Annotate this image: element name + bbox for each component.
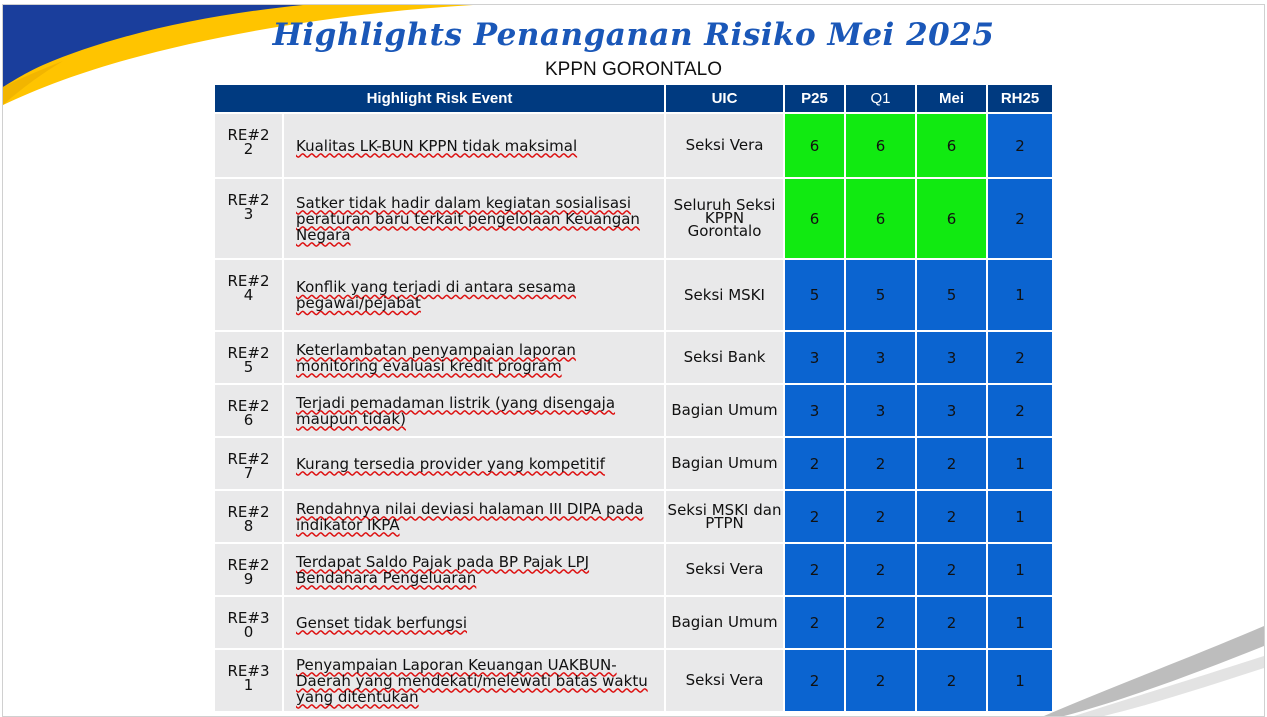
page-subtitle: KPPN GORONTALO (544, 59, 722, 80)
score-p25-value: 2 (809, 560, 820, 579)
score-mei-cell (917, 114, 986, 177)
score-mei-cell (917, 179, 986, 258)
risk-event-text: Keterlambatan penyampaian laporan monitoring evaluasi kredit program (296, 340, 576, 375)
score-q1-cell (846, 179, 915, 258)
score-mei-cell (917, 597, 986, 648)
risk-code-number: 3 (243, 205, 254, 223)
score-rh25-cell (988, 179, 1052, 258)
uic-text: Seksi Vera (685, 560, 764, 578)
score-rh25-value: 1 (1015, 507, 1025, 526)
risk-code-cell (215, 650, 282, 711)
uic-cell (666, 385, 783, 436)
score-p25-cell (785, 385, 844, 436)
risk-code-prefix: RE#2 (227, 450, 270, 468)
risk-code-prefix: RE#2 (227, 126, 270, 144)
score-rh25-value: 1 (1015, 454, 1025, 473)
risk-event-cell (284, 179, 664, 258)
uic-text: Seksi MSKI (684, 285, 765, 304)
score-rh25-cell (988, 491, 1052, 542)
uic-cell (666, 597, 783, 648)
score-p25-value: 2 (809, 671, 820, 690)
score-mei-value: 2 (946, 560, 957, 579)
table-header-row (215, 85, 1052, 112)
risk-event-cell (284, 544, 664, 595)
risk-event-text: Kualitas LK-BUN KPPN tidak maksimal (296, 136, 578, 155)
table-row (215, 332, 1052, 383)
score-mei-value: 2 (946, 671, 957, 690)
risk-event-cell (284, 438, 664, 489)
score-p25-value: 3 (809, 401, 820, 420)
score-p25-value: 3 (809, 348, 820, 367)
slide (2, 4, 1265, 717)
score-rh25-value: 2 (1015, 401, 1025, 420)
risk-event-text: Satker tidak hadir dalam kegiatan sosialisasi peraturan baru terkait pengelolaan Keuangan Negara (296, 193, 640, 244)
risk-event-cell (284, 385, 664, 436)
score-rh25-cell (988, 114, 1052, 177)
score-p25-cell (785, 491, 844, 542)
risk-code-number: 9 (243, 570, 254, 588)
score-rh25-cell (988, 385, 1052, 436)
score-rh25-value: 1 (1015, 560, 1025, 579)
score-p25-value: 6 (809, 136, 820, 155)
table-row (215, 179, 1052, 258)
score-mei-cell (917, 260, 986, 330)
score-q1-cell (846, 114, 915, 177)
header-event: Highlight Risk Event (215, 85, 664, 112)
risk-code-prefix: RE#2 (227, 556, 270, 574)
score-q1-cell (846, 491, 915, 542)
risk-code-number: 2 (243, 140, 254, 158)
table-row (215, 438, 1052, 489)
uic-cell (666, 544, 783, 595)
header-mei: Mei (917, 85, 986, 112)
score-p25-cell (785, 114, 844, 177)
score-rh25-value: 1 (1015, 286, 1025, 304)
score-rh25-value: 1 (1015, 613, 1025, 632)
risk-code-prefix: RE#2 (227, 503, 270, 521)
score-mei-cell (917, 650, 986, 711)
score-mei-value: 2 (946, 454, 957, 473)
score-rh25-cell (988, 597, 1052, 648)
score-q1-cell (846, 385, 915, 436)
risk-event-cell (284, 332, 664, 383)
header-uic: UIC (666, 85, 783, 112)
score-mei-cell (917, 544, 986, 595)
risk-event-text: Genset tidak berfungsi (296, 613, 467, 632)
risk-code-cell (215, 114, 282, 177)
uic-cell (666, 114, 783, 177)
uic-cell (666, 179, 783, 258)
score-p25-cell (785, 179, 844, 258)
risk-code-number: 6 (243, 411, 254, 429)
risk-code-number: 7 (243, 464, 254, 482)
risk-code-number: 1 (243, 676, 254, 694)
score-p25-value: 6 (809, 209, 820, 228)
uic-text: Bagian Umum (671, 401, 778, 419)
table-row (215, 491, 1052, 542)
score-mei-value: 3 (946, 401, 957, 420)
score-mei-value: 3 (946, 348, 957, 367)
risk-code-cell (215, 332, 282, 383)
uic-text: Seksi Bank (683, 348, 766, 366)
score-p25-value: 5 (809, 286, 820, 304)
score-mei-cell (917, 438, 986, 489)
score-rh25-cell (988, 650, 1052, 711)
score-q1-cell (846, 260, 915, 330)
risk-event-cell (284, 491, 664, 542)
header-p25: P25 (785, 85, 844, 112)
risk-code-cell (215, 385, 282, 436)
risk-code-cell (215, 438, 282, 489)
risk-code-cell (215, 597, 282, 648)
uic-cell (666, 491, 783, 542)
score-q1-value: 5 (875, 286, 886, 304)
score-mei-cell (917, 385, 986, 436)
score-p25-value: 2 (809, 613, 820, 632)
risk-event-text: Penyampaian Laporan Keuangan UAKBUN-Daerah yang mendekati/melewati batas waktu yang ditentukan (296, 655, 648, 706)
table-row (215, 114, 1052, 177)
uic-cell (666, 650, 783, 711)
uic-cell (666, 332, 783, 383)
score-mei-value: 6 (946, 136, 957, 155)
risk-code-prefix: RE#3 (227, 609, 270, 627)
score-q1-value: 2 (875, 613, 886, 632)
risk-code-prefix: RE#2 (227, 191, 270, 209)
risk-code-cell (215, 179, 282, 258)
score-q1-cell (846, 650, 915, 711)
score-p25-cell (785, 260, 844, 330)
score-rh25-value: 2 (1015, 348, 1025, 367)
score-q1-cell (846, 597, 915, 648)
page-title: Highlights Penanganan Risiko Mei 2025 (272, 17, 995, 53)
score-mei-cell (917, 332, 986, 383)
score-q1-value: 3 (875, 348, 886, 367)
risk-code-number: 4 (243, 286, 254, 304)
score-p25-cell (785, 544, 844, 595)
score-mei-cell (917, 491, 986, 542)
score-mei-value: 5 (946, 286, 957, 304)
score-rh25-cell (988, 260, 1052, 330)
score-rh25-cell (988, 438, 1052, 489)
risk-event-cell (284, 597, 664, 648)
score-q1-value: 6 (875, 209, 886, 228)
score-mei-value: 6 (946, 209, 957, 228)
score-q1-cell (846, 438, 915, 489)
score-q1-value: 2 (875, 671, 886, 690)
score-p25-cell (785, 650, 844, 711)
uic-text: Seluruh Seksi KPPN Gorontalo (673, 196, 776, 240)
uic-text: Seksi MSKI dan PTPN (667, 500, 782, 532)
score-rh25-cell (988, 544, 1052, 595)
risk-code-prefix: RE#2 (227, 344, 270, 362)
risk-code-cell (215, 260, 282, 330)
risk-code-cell (215, 491, 282, 542)
risk-code-prefix: RE#2 (227, 272, 270, 290)
score-rh25-value: 2 (1015, 209, 1025, 228)
risk-event-cell (284, 650, 664, 711)
uic-text: Seksi Vera (685, 671, 764, 689)
score-q1-value: 3 (875, 401, 886, 420)
score-q1-cell (846, 332, 915, 383)
table-row (215, 650, 1052, 711)
score-mei-value: 2 (946, 507, 957, 526)
uic-text: Bagian Umum (671, 613, 778, 631)
table-row (215, 544, 1052, 595)
risk-event-text: Kurang tersedia provider yang kompetitif (296, 454, 605, 473)
score-q1-value: 2 (875, 454, 886, 473)
header-rh25: RH25 (988, 85, 1052, 112)
score-p25-cell (785, 597, 844, 648)
risk-code-number: 0 (243, 623, 254, 641)
header-q1: Q1 (846, 85, 915, 112)
table-row (215, 597, 1052, 648)
risk-code-cell (215, 544, 282, 595)
score-p25-cell (785, 332, 844, 383)
score-p25-value: 2 (809, 507, 820, 526)
risk-code-prefix: RE#3 (227, 662, 270, 680)
score-q1-cell (846, 544, 915, 595)
risk-code-number: 8 (243, 517, 254, 535)
score-q1-value: 2 (875, 560, 886, 579)
uic-cell (666, 438, 783, 489)
score-rh25-value: 1 (1015, 671, 1025, 690)
risk-event-text: Terjadi pemadaman listrik (yang disengaja maupun tidak) (296, 393, 616, 428)
score-mei-value: 2 (946, 613, 957, 632)
score-rh25-cell (988, 332, 1052, 383)
risk-event-text: Rendahnya nilai deviasi halaman III DIPA pada indikator IKPA (296, 499, 644, 534)
uic-text: Bagian Umum (671, 454, 778, 472)
uic-cell (666, 260, 783, 330)
table-row (215, 385, 1052, 436)
risk-code-number: 5 (243, 358, 254, 376)
risk-event-text: Terdapat Saldo Pajak pada BP Pajak LPJ Bendahara Pengeluaran (296, 552, 590, 587)
score-p25-cell (785, 438, 844, 489)
score-q1-value: 6 (875, 136, 886, 155)
risk-event-text: Konflik yang terjadi di antara sesama pegawai/pejabat (296, 278, 577, 312)
score-q1-value: 2 (875, 507, 886, 526)
risk-event-cell (284, 114, 664, 177)
risk-table (213, 83, 1054, 713)
table-row (215, 260, 1052, 330)
score-p25-value: 2 (809, 454, 820, 473)
score-rh25-value: 2 (1015, 136, 1025, 155)
decorative-swoosh-bottom-right (1044, 606, 1264, 716)
risk-event-cell (284, 260, 664, 330)
risk-code-prefix: RE#2 (227, 397, 270, 415)
uic-text: Seksi Vera (685, 136, 764, 154)
